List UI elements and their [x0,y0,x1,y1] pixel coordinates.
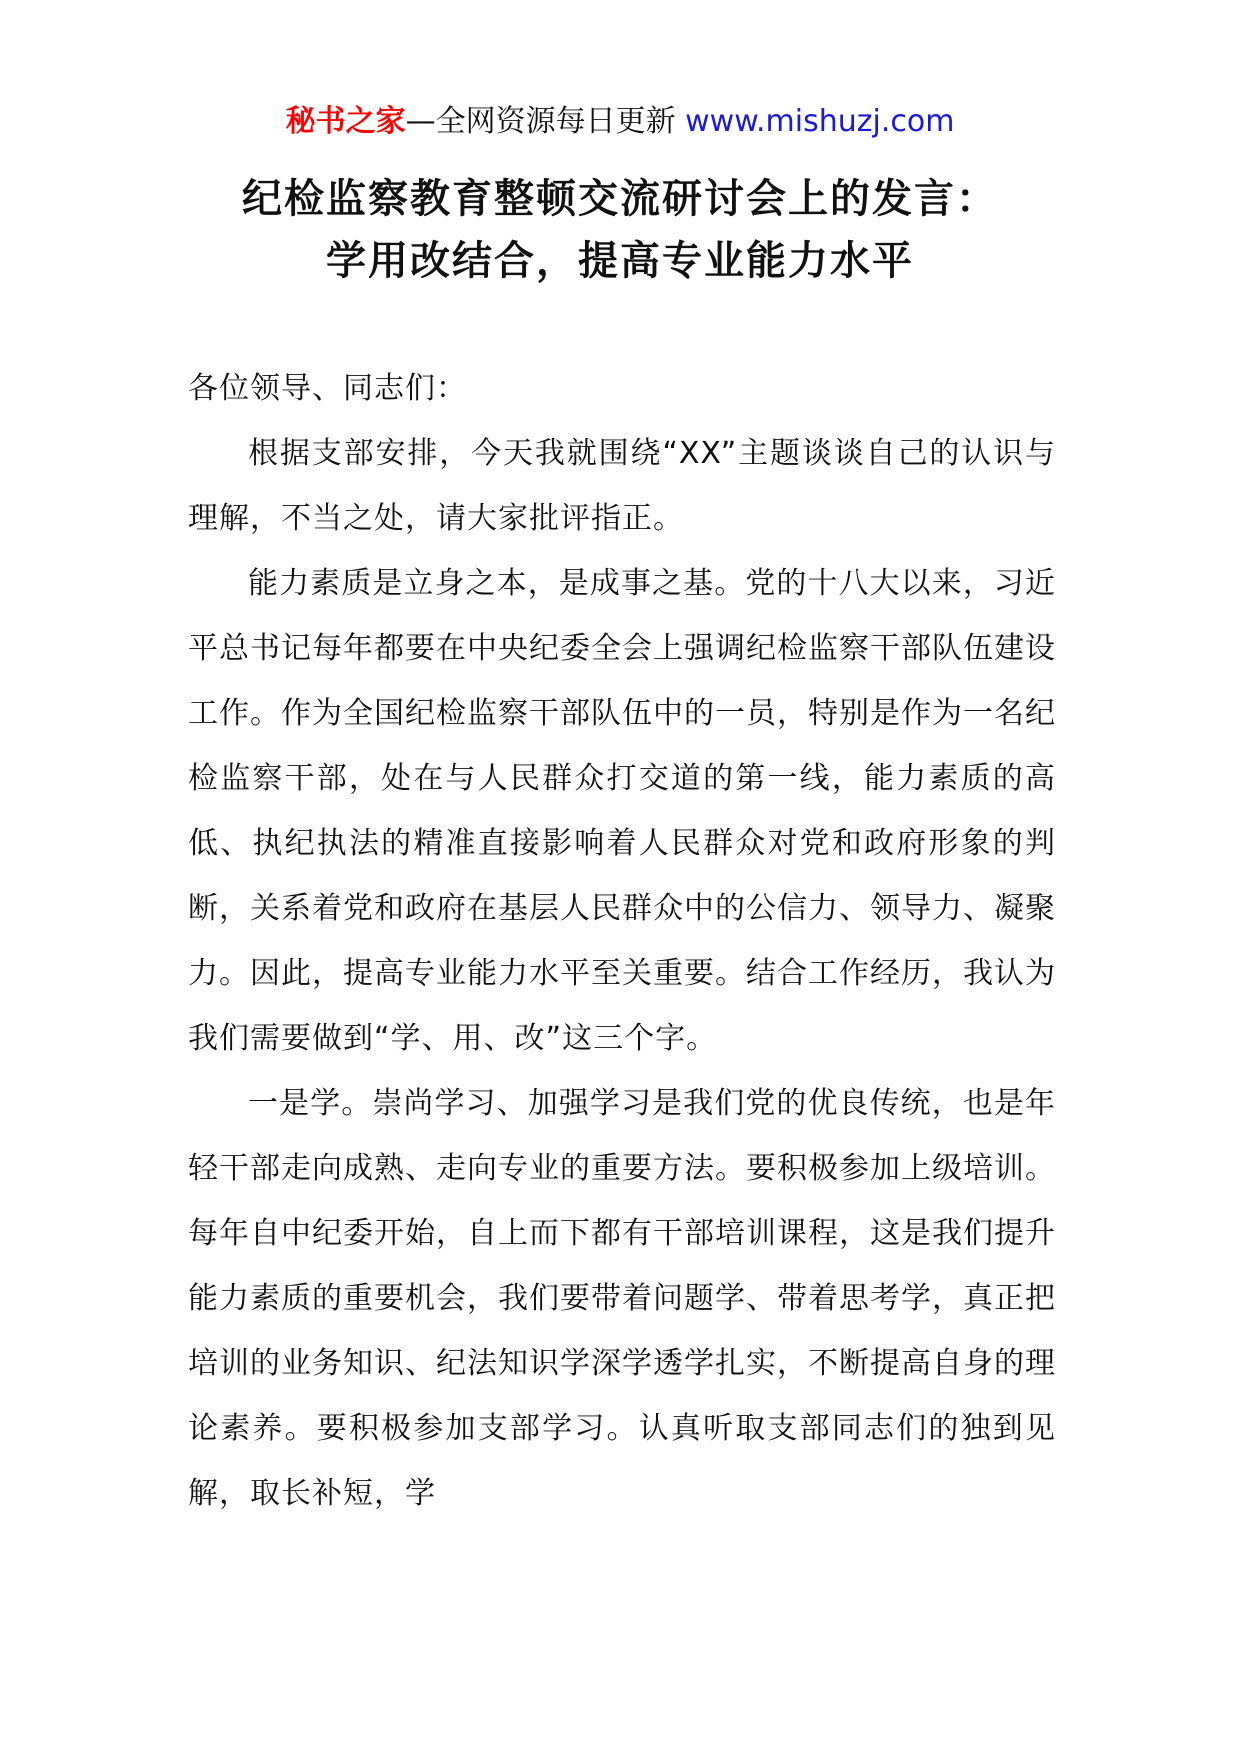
document-title [0,168,1240,292]
body-paragraph-2: 能力素质是立身之本，是成事之基。党的十八大以来，习近平总书记每年都要在中央纪委全会上强调纪检监察干部队伍建设工作。作为全国纪检监察干部队伍中的一员，特别是作为一名纪检监察干部，处在与人民群众打交道的第一线，能力素质的高低、执纪执法的精准直接影响着人民群众对党和政府形象的判断，关系着党和政府在基层人民群众中的公信力、领导力、凝聚力。因此，提高专业能力水平至关重要。结合工作经历，我认为我们需要做到“学、用、改”这三个字。 [188,566,1056,1056]
site-brand: 秘书之家 [285,104,406,139]
site-url-link[interactable]: www.mishuzj.com [685,104,955,139]
salutation: 各位领导、同志们： [188,371,467,406]
site-banner [0,100,1240,144]
site-tagline: —全网资源每日更新 [405,104,686,139]
title-line-2: 学用改结合，提高专业能力水平 [326,238,914,284]
title-line-1: 纪检监察教育整顿交流研讨会上的发言： [242,176,998,222]
document-body [188,356,1056,1526]
body-paragraph-1: 根据支部安排，今天我就围绕“XX”主题谈谈自己的认识与理解，不当之处，请大家批评指正。 [188,436,1056,536]
body-paragraph-3: 一是学。崇尚学习、加强学习是我们党的优良传统，也是年轻干部走向成熟、走向专业的重要方法。要积极参加上级培训。每年自中纪委开始，自上而下都有干部培训课程，这是我们提升能力素质的重要机会，我们要带着问题学、带着思考学，真正把培训的业务知识、纪法知识学深学透学扎实，不断提高自身的理论素养。要积极参加支部学习。认真听取支部同志们的独到见解，取长补短，学 [188,1086,1056,1511]
